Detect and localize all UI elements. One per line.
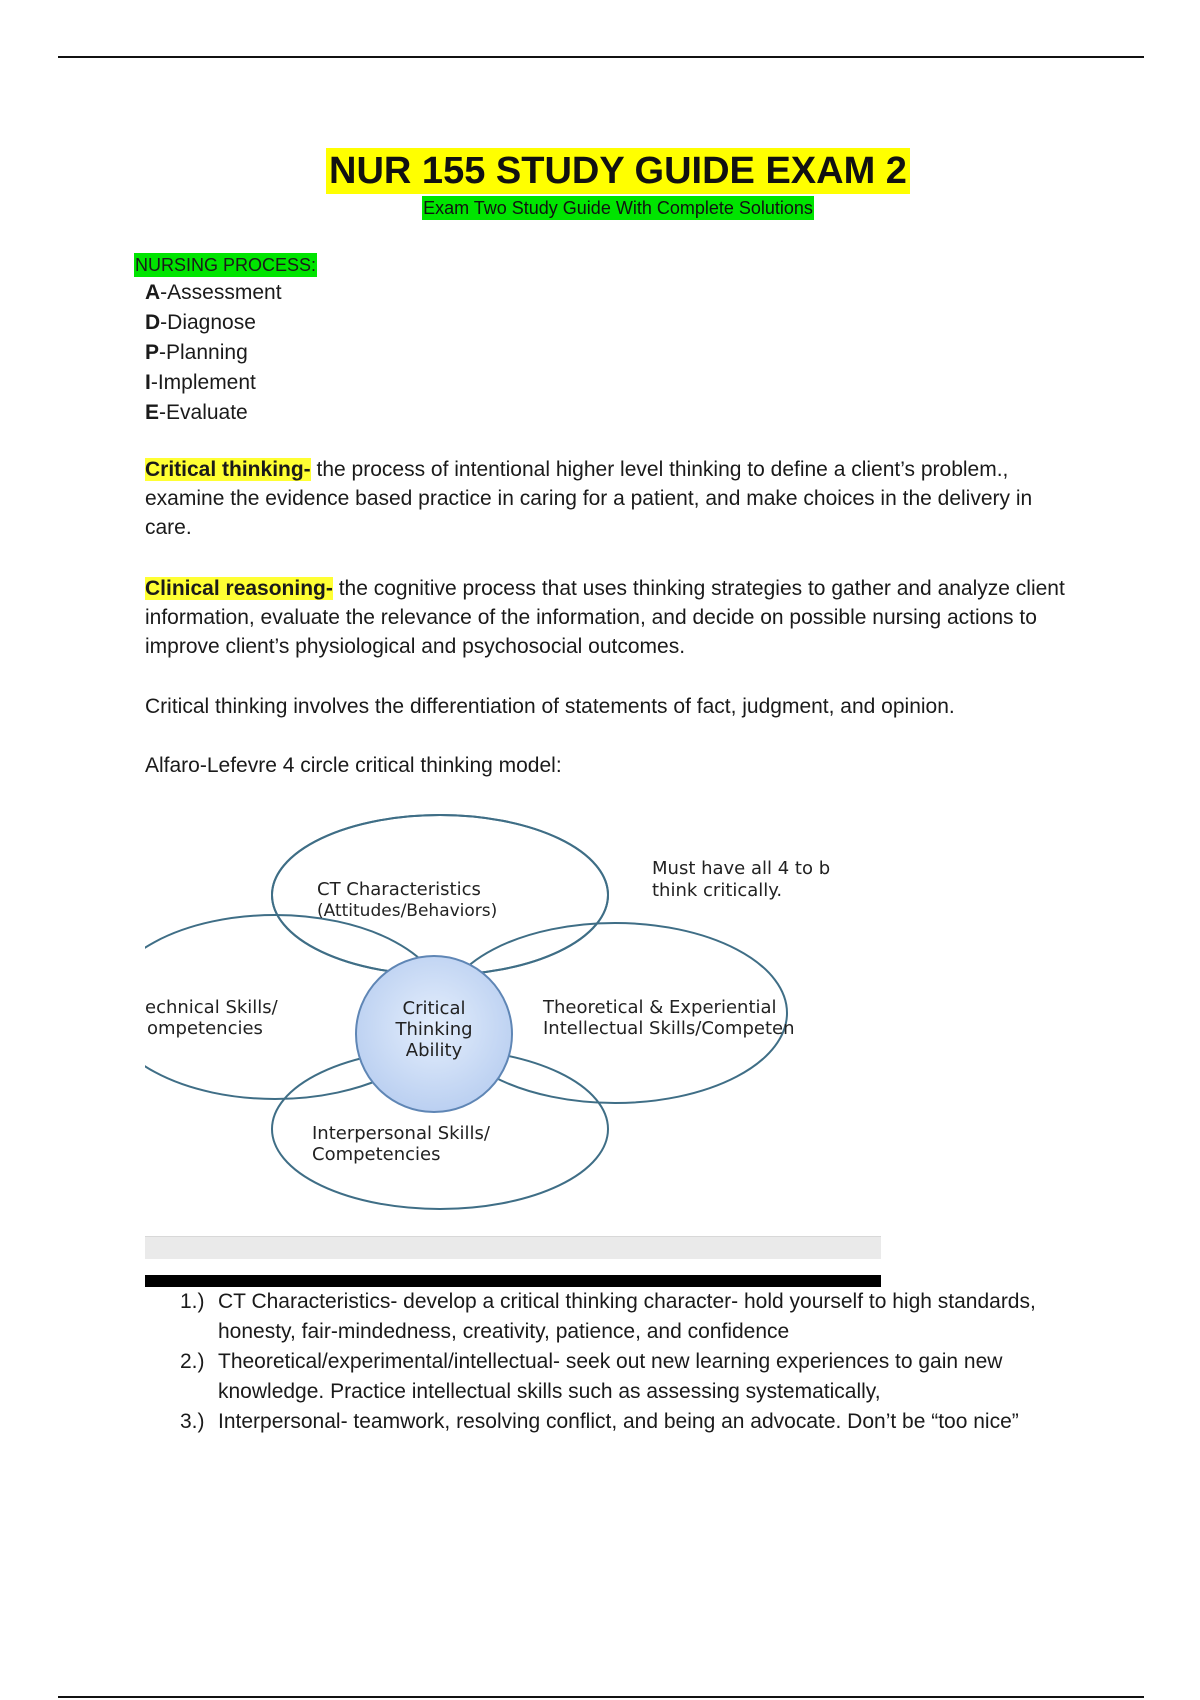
top-rule (58, 56, 1144, 58)
critical-thinking-definition: the process of intentional higher level thinking to define a client’s problem., examine the evidence based practice in caring for a patient, and make choices in the delivery in care. (145, 458, 1033, 539)
list-item: I-Implement (145, 371, 256, 394)
left-circle-line2: ompetencies (147, 1018, 263, 1039)
model-intro: Alfaro-Lefevre 4 circle critical thinking model: (145, 754, 562, 777)
bottom-circle-line2: Competencies (312, 1144, 441, 1165)
ct-statement: Critical thinking involves the differentiation of statements of fact, judgment, and opinion. (145, 695, 955, 718)
right-circle-line2: Intellectual Skills/Competen (543, 1018, 795, 1039)
clinical-reasoning-definition: the cognitive process that uses thinking strategies to gather and analyze client information, evaluate the relevance of the information, and decide on possible nursing actions to improve client’s physiological and psychosocial outcomes. (145, 577, 1065, 658)
right-circle-line1: Theoretical & Experiential (543, 997, 777, 1018)
figure-bottom-strip (145, 1236, 881, 1259)
clinical-reasoning-term: Clinical reasoning- (145, 577, 333, 600)
title-block (0, 148, 1200, 220)
page-title: NUR 155 STUDY GUIDE EXAM 2 (326, 148, 910, 194)
center-line3: Ability (405, 1040, 463, 1061)
ct-model-diagram (145, 782, 881, 1252)
bottom-rule (58, 1696, 1144, 1698)
clinical-reasoning-paragraph (145, 574, 1075, 661)
list-item: E-Evaluate (145, 401, 248, 424)
nursing-process-list (145, 278, 282, 428)
note-line1: Must have all 4 to b (652, 858, 831, 879)
top-circle-line1: CT Characteristics (317, 879, 481, 900)
page-subtitle: Exam Two Study Guide With Complete Solutions (423, 198, 813, 218)
top-circle-line2: (Attitudes/Behaviors) (317, 901, 498, 921)
critical-thinking-paragraph (145, 455, 1075, 542)
list-item: 2.) Theoretical/experimental/intellectual- seek out new learning experiences to gain new knowledge. Practice intellectual skills such as assessing systematically, (180, 1350, 1003, 1403)
list-item: P-Planning (145, 341, 248, 364)
figure-divider-bar (145, 1275, 881, 1287)
list-item: 1.) CT Characteristics- develop a critical thinking character- hold yourself to high standards, honesty, fair-mindedness, creativity, patience, and confidence (180, 1290, 1036, 1343)
left-circle-line1: echnical Skills/ (145, 997, 278, 1018)
list-item: A-Assessment (145, 281, 282, 304)
list-item: D-Diagnose (145, 311, 256, 334)
bottom-circle-line1: Interpersonal Skills/ (312, 1123, 490, 1144)
numbered-list (180, 1287, 1100, 1437)
center-line2: Thinking (395, 1019, 473, 1040)
nursing-process-label: NURSING PROCESS: (135, 255, 317, 275)
center-line1: Critical (402, 998, 466, 1019)
critical-thinking-term: Critical thinking- (145, 458, 311, 481)
note-line2: think critically. (652, 880, 783, 901)
list-item: 3.) Interpersonal- teamwork, resolving conflict, and being an advocate. Don’t be “too nice” (180, 1410, 1019, 1433)
